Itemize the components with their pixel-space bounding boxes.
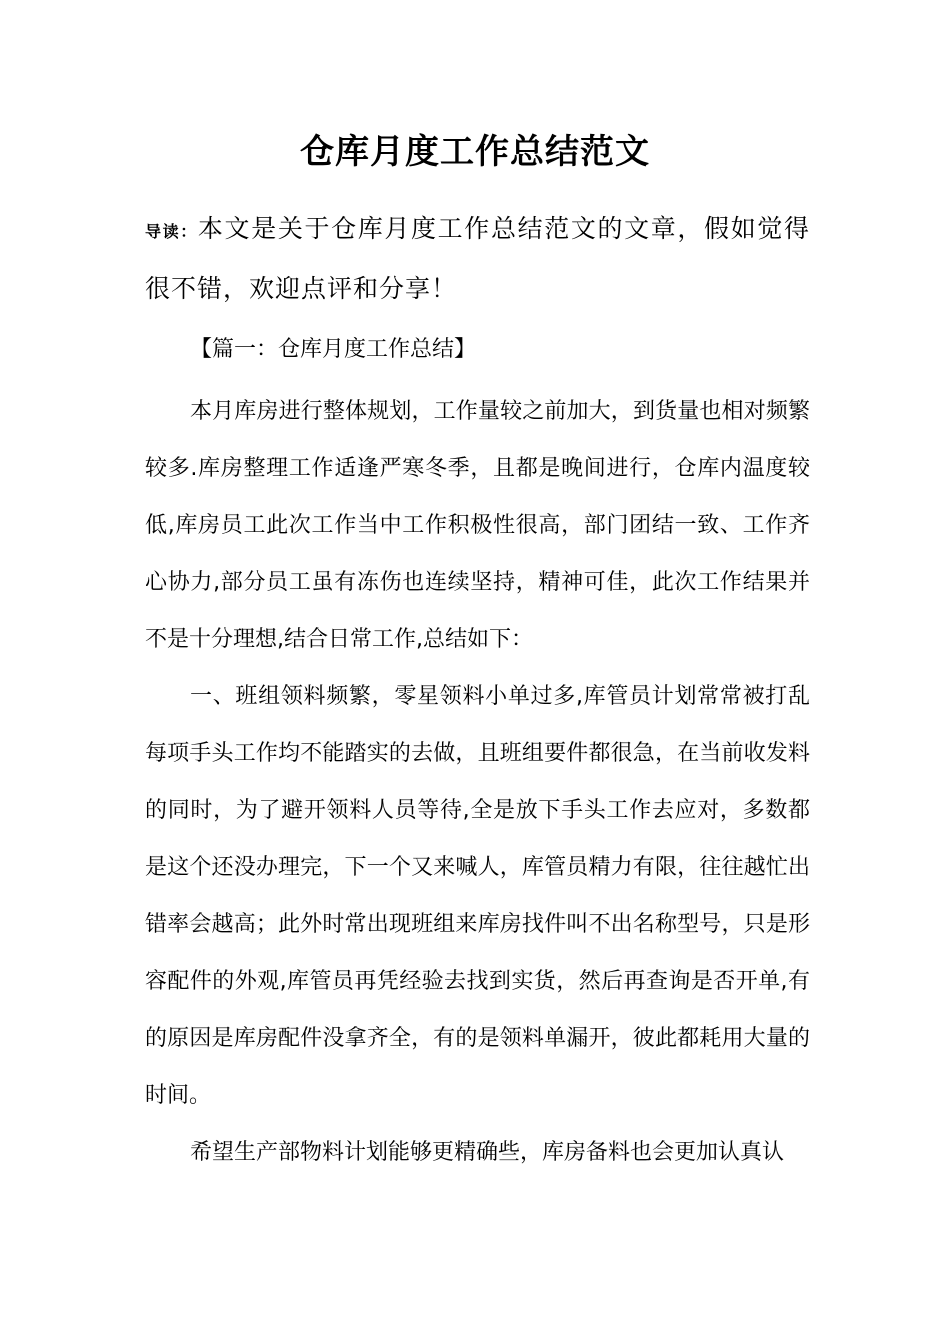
intro-text: 本文是关于仓库月度工作总结范文的文章，假如觉得很不错，欢迎点评和分享！: [145, 214, 810, 303]
body-paragraph-2: 一、班组领料频繁，零星领料小单过多,库管员计划常常被打乱每项手头工作均不能踏实的去做，且班组要件都很急，在当前收发料的同时，为了避开领料人员等待,全是放下手头工作去应对，多数都是这个还没办理完，下一个又来喊人，库管员精力有限，往往越忙出错率会越高；此外时常出现班组来库房找件叫不出名称型号，只是形容配件的外观,库管员再凭经验去找到实货，然后再查询是否开单,有的原因是库房配件没拿齐全，有的是领料单漏开，彼此都耗用大量的时间。: [145, 684, 810, 1108]
intro-label: 导读：: [145, 222, 198, 241]
body-text: [145, 383, 810, 1181]
section-heading: 【篇一：仓库月度工作总结】: [190, 337, 477, 362]
document-title: 仓库月度工作总结范文: [300, 132, 650, 172]
body-paragraph-1: 本月库房进行整体规划，工作量较之前加大，到货量也相对频繁较多.库房整理工作适逢严寒冬季，且都是晚间进行，仓库内温度较低,库房员工此次工作当中工作积极性很高，部门团结一致、工作齐心协力,部分员工虽有冻伤也连续坚持，精神可佳，此次工作结果并不是十分理想,结合日常工作,总结如下：: [145, 399, 810, 652]
intro-paragraph: [145, 200, 810, 317]
body-paragraph-3: 希望生产部物料计划能够更精确些，库房备料也会更加认真认: [190, 1140, 785, 1165]
